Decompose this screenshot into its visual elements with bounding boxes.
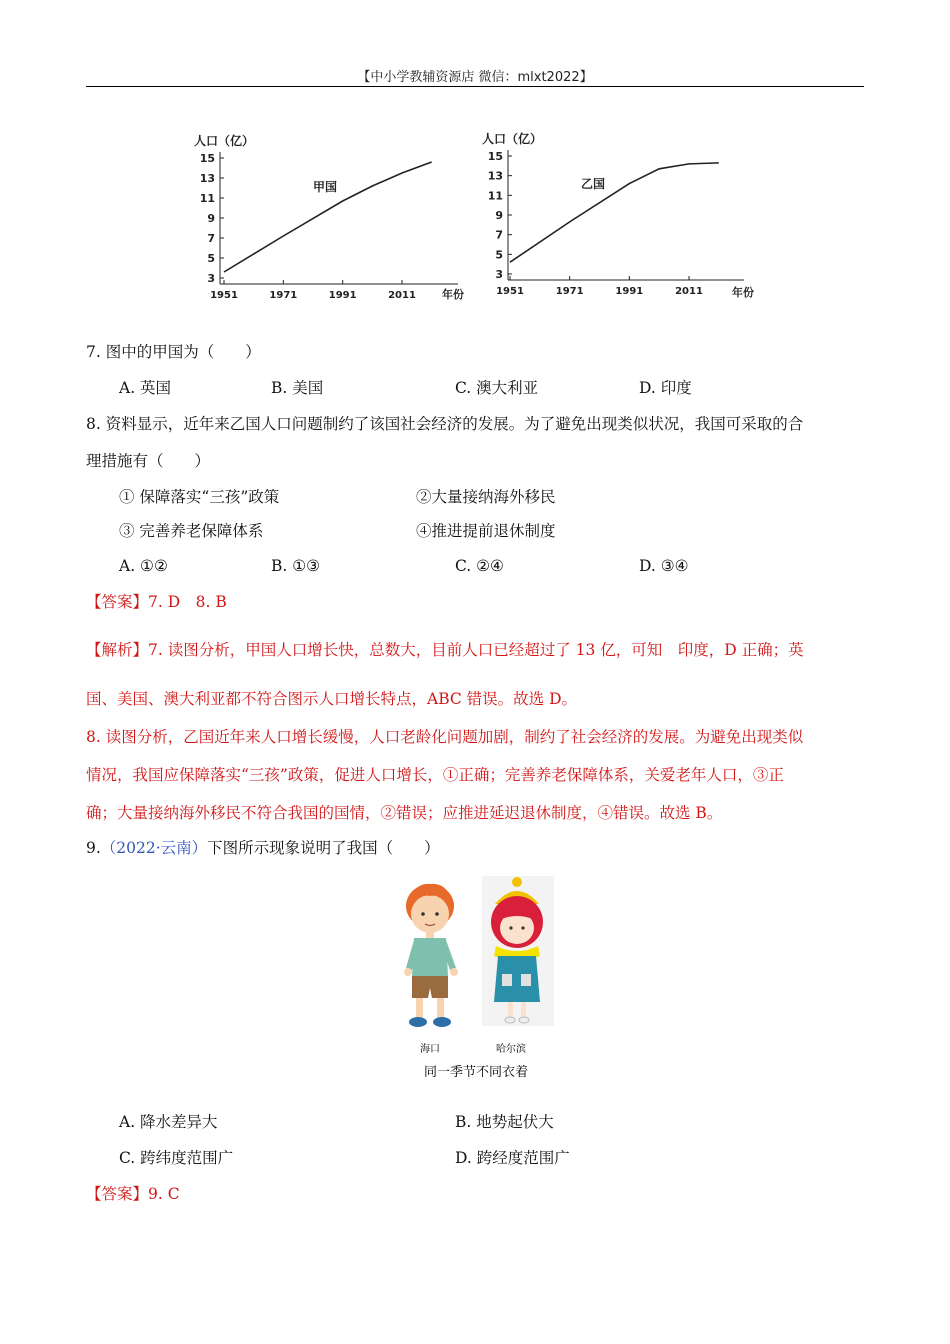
answer-9: 【答案】9. C (86, 1185, 180, 1203)
q9-stem: 下图所示现象说明了我国（ ） (207, 839, 440, 857)
chart-left-svg (180, 128, 470, 308)
series-label: 乙国 (581, 177, 606, 191)
q7-stem: 7. 图中的甲国为（ ） (86, 343, 261, 361)
y-axis-label: 人口（亿） (194, 134, 255, 148)
x-tick-label: 2011 (388, 290, 416, 301)
q8-stem-line1: 8. 资料显示，近年来乙国人口问题制约了该国社会经济的发展。为了避免出现类似状况，我国可采取的合 (86, 415, 804, 433)
q8-option-a: A. ①② (119, 557, 168, 575)
q9-option-b: B. 地势起伏大 (455, 1113, 554, 1131)
page-header: 【中小学教辅资源店 微信：mlxt2022】 (357, 70, 593, 85)
chart-right (476, 126, 766, 306)
series-line (510, 163, 719, 262)
q8-option-b: B. ①③ (271, 557, 321, 575)
q7-option-c: C. 澳大利亚 (455, 379, 539, 397)
chart-left (180, 128, 470, 308)
boy-illustration (404, 884, 458, 1027)
y-tick-label: 9 (495, 209, 503, 222)
y-tick-label: 15 (199, 152, 215, 165)
analysis-8-line3: 确；大量接纳海外移民不符合我国的国情，②错误；应推进延迟退休制度，④错误。故选 B。 (86, 804, 723, 822)
y-tick-label: 3 (207, 272, 215, 285)
q8-option-d: D. ③④ (639, 557, 689, 575)
q7-option-d: D. 印度 (639, 379, 692, 397)
x-tick-label: 1991 (328, 290, 357, 301)
y-tick-label: 9 (207, 212, 215, 225)
y-tick-label: 15 (487, 150, 503, 163)
analysis-7-line2: 国、美国、澳大利亚都不符合图示人口增长特点，ABC 错误。故选 D。 (86, 690, 578, 708)
analysis-8-line2: 情况，我国应保障落实“三孩”政策，促进人口增长，①正确；完善养老保障体系，关爱老年人口，③正 (86, 766, 784, 784)
q9-stem-line (86, 838, 440, 858)
q8-stem-line2: 理措施有（ ） (86, 452, 211, 470)
x-tick-label: 1971 (269, 290, 298, 301)
clothing-illustration (400, 876, 560, 1086)
analysis-7-line1: 【解析】7. 读图分析，甲国人口增长快，总数大，目前人口已经超过了 13 亿，可知 印度，D 正确；英 (86, 641, 804, 659)
header-rule (86, 86, 864, 87)
q7-option-b: B. 美国 (271, 379, 324, 397)
y-tick-label: 7 (207, 232, 215, 245)
y-tick-label: 11 (199, 192, 215, 205)
x-tick-label: 1971 (555, 286, 584, 297)
y-tick-label: 3 (495, 268, 503, 281)
chart-right-svg (476, 126, 766, 306)
x-tick-label: 1991 (615, 286, 644, 297)
x-tick-label: 1951 (210, 290, 238, 301)
q8-item-4: ④推进提前退休制度 (416, 522, 556, 540)
y-tick-label: 11 (487, 189, 503, 203)
x-axis-label: 年份 (442, 288, 464, 301)
q8-item-2: ②大量接纳海外移民 (416, 488, 556, 506)
answer-7-8: 【答案】7. D 8. B (86, 593, 227, 611)
q9-option-a: A. 降水差异大 (119, 1113, 218, 1131)
figure-caption: 同一季节不同衣着 (424, 1065, 529, 1080)
figure-label-haikou: 海口 (420, 1044, 440, 1055)
clothing-figure (400, 876, 560, 1086)
q9-option-d: D. 跨经度范围广 (455, 1149, 570, 1167)
q9-number: 9. (86, 839, 101, 857)
girl-illustration (482, 876, 554, 1026)
y-tick-label: 5 (495, 248, 503, 262)
x-axis-label: 年份 (732, 286, 754, 299)
q7-option-a: A. 英国 (119, 379, 172, 397)
x-tick-label: 2011 (675, 286, 703, 297)
analysis-8-line1: 8. 读图分析，乙国近年来人口增长缓慢，人口老龄化问题加剧，制约了社会经济的发展。为避免出现类似 (86, 728, 804, 746)
q8-item-1: ① 保障落实“三孩”政策 (119, 488, 280, 506)
series-line (224, 162, 432, 272)
y-tick-label: 5 (207, 252, 215, 265)
series-label: 甲国 (313, 180, 338, 194)
y-tick-label: 7 (495, 228, 503, 242)
q8-item-3: ③ 完善养老保障体系 (119, 522, 264, 540)
y-tick-label: 13 (199, 172, 215, 185)
y-axis-label: 人口（亿） (482, 132, 543, 146)
x-tick-label: 1951 (496, 286, 524, 297)
q9-source: （2022·云南） (100, 839, 208, 857)
q9-option-c: C. 跨纬度范围广 (119, 1149, 234, 1167)
q8-option-c: C. ②④ (455, 557, 504, 575)
figure-label-harbin: 哈尔滨 (496, 1044, 526, 1055)
y-tick-label: 13 (487, 169, 503, 183)
